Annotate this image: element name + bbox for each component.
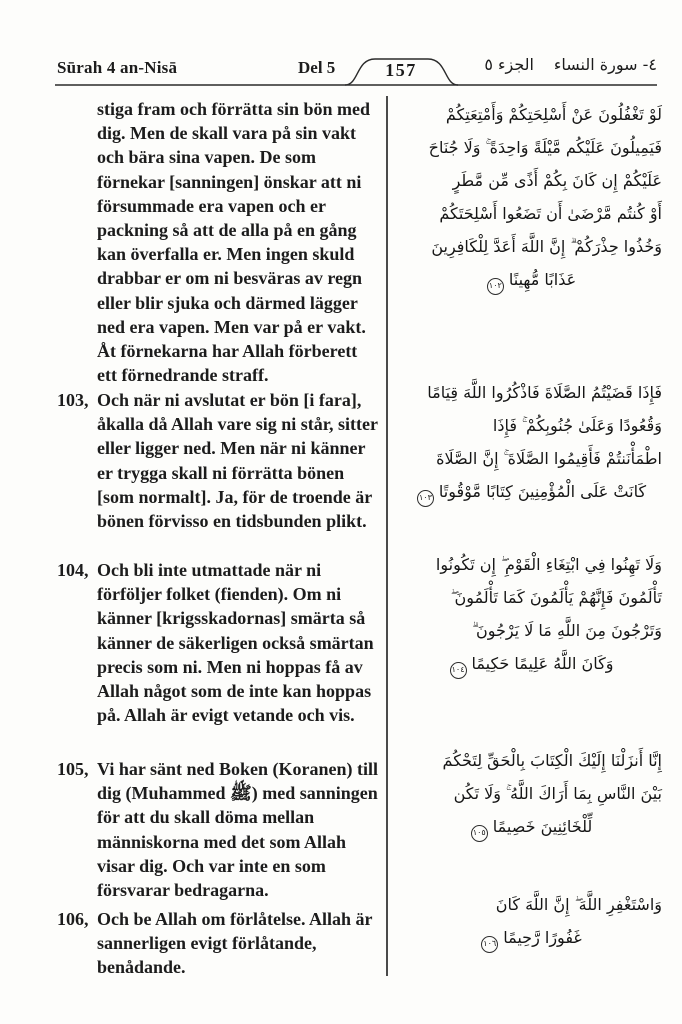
arabic-line: أَوْ كُنتُم مَّرْضَىٰ أَن تَضَعُوا أَسْلِحَتَكُمْ: [439, 204, 662, 223]
arabic-line: عَلَيْكُمْ إِن كَانَ بِكُمْ أَذًى مِّن مَّطَرٍ: [452, 171, 662, 190]
verse-number: 104,: [57, 560, 89, 580]
verse-text: stiga fram och förrätta sin bön med dig. Men de skall vara på sin vakt och bära sina vapen. De som förnekar [sanningen] önskar att ni försummade era vapen och er packning så att de alla på en gång kan överfalla er. Men ingen skuld drabbar er om ni besväras av regn eller blir sjuka och därmed lägger ned era vapen. Men var på er vakt. Åt förnekarna har Allah förberett ett förnedrande straff.: [97, 99, 370, 386]
arabic-line: وَتَرْجُونَ مِنَ اللَّهِ مَا لَا يَرْجُونَ ۗ: [471, 621, 662, 640]
arabic-verse: [396, 548, 662, 680]
arabic-verse: [396, 744, 662, 843]
verse-number: 106,: [57, 909, 89, 929]
juz-label-arabic: الجزء ٥: [484, 55, 534, 74]
verse-text: Vi har sänt ned Boken (Koranen) till dig (Muhammed ﷺ) med sanningen för att du skall döma mellan människorna med det som Allah visar dig. Och var inte en som försvarar bedragarna.: [97, 759, 379, 901]
arabic-line: بَيْنَ النَّاسِ بِمَا أَرَاكَ اللَّهُ ۚ وَلَا تَكُن: [453, 784, 662, 803]
arabic-verse: [396, 376, 662, 508]
arabic-verse: [396, 98, 662, 296]
ayah-end-marker: ١٠٢: [487, 278, 504, 295]
verse-text: Och bli inte utmattade när ni förföljer folket (fienden). Om ni känner [krigsskadornas] smärta så känner de säkerligen också smärtan precis som ni. Men ni hoppas få av Allah något som de inte kan hoppas på. Allah är evigt vetande och vis.: [97, 560, 374, 726]
ayah-end-marker: ١٠٦: [481, 936, 498, 953]
arabic-line: وَاسْتَغْفِرِ اللَّهَ ۖ إِنَّ اللَّهَ كَانَ: [495, 895, 662, 914]
ayah-end-marker: ١٠٣: [417, 490, 434, 507]
ayah-end-marker: ١٠٥: [471, 825, 488, 842]
arabic-line: تَأْلَمُونَ فَإِنَّهُمْ يَأْلَمُونَ كَمَا تَأْلَمُونَ ۖ: [450, 588, 662, 607]
arabic-line: اطْمَأْنَنتُمْ فَأَقِيمُوا الصَّلَاةَ ۚ إِنَّ الصَّلَاةَ: [436, 449, 662, 468]
arabic-line: فَإِذَا قَضَيْتُمُ الصَّلَاةَ فَاذْكُرُوا اللَّهَ قِيَامًا: [427, 383, 662, 402]
arabic-line: وَلَا تَهِنُوا فِي ابْتِغَاءِ الْقَوْمِ ۖ إِن تَكُونُوا: [435, 555, 662, 574]
verse-number: 105,: [57, 759, 89, 779]
arabic-line: وَخُذُوا حِذْرَكُمْ ۗ إِنَّ اللَّهَ أَعَدَّ لِلْكَافِرِينَ: [431, 237, 662, 256]
verse-text: Och be Allah om förlåtelse. Allah är sannerligen evigt förlåtande, benådande.: [97, 909, 373, 978]
ayah-end-marker: ١٠٤: [450, 662, 467, 679]
arabic-line: لَوْ تَغْفُلُونَ عَنْ أَسْلِحَتِكُمْ وَأَمْتِعَتِكُمْ: [445, 105, 662, 124]
arabic-line: كَانَتْ عَلَى الْمُؤْمِنِينَ كِتَابًا مَّوْقُوتًا١٠٣: [396, 475, 662, 508]
arabic-line: وَقُعُودًا وَعَلَىٰ جُنُوبِكُمْ ۚ فَإِذَا: [492, 416, 662, 435]
verse-number: 103,: [57, 390, 89, 410]
arabic-line: إِنَّا أَنزَلْنَا إِلَيْكَ الْكِتَابَ بِالْحَقِّ لِتَحْكُمَ: [442, 751, 662, 770]
surah-title-latin: Sūrah 4 an-Nisā: [57, 58, 178, 77]
page-number: 157: [385, 60, 417, 80]
arabic-verse: [396, 888, 662, 954]
arabic-line: غَفُورًا رَّحِيمًا١٠٦: [396, 921, 662, 954]
part-label: Del 5: [298, 58, 336, 77]
arabic-line: فَيَمِيلُونَ عَلَيْكُم مَّيْلَةً وَاحِدَةً ۚ وَلَا جُنَاحَ: [428, 138, 662, 157]
verse-text: Och när ni avslutat er bön [i fara], åkalla då Allah vare sig ni står, sitter eller ligger ned. Men när ni känner er trygga skall ni förrätta bönen [som normalt]. Ja, för de troende är bönen förvisso en tidsbunden plikt.: [97, 390, 378, 532]
arabic-line: وَكَانَ اللَّهُ عَلِيمًا حَكِيمًا١٠٤: [396, 647, 662, 680]
arabic-line: عَذَابًا مُّهِينًا١٠٢: [396, 263, 662, 296]
surah-title-arabic: ٤- سورة النساء: [553, 55, 657, 74]
arabic-line: لِّلْخَائِنِينَ خَصِيمًا١٠٥: [396, 810, 662, 843]
